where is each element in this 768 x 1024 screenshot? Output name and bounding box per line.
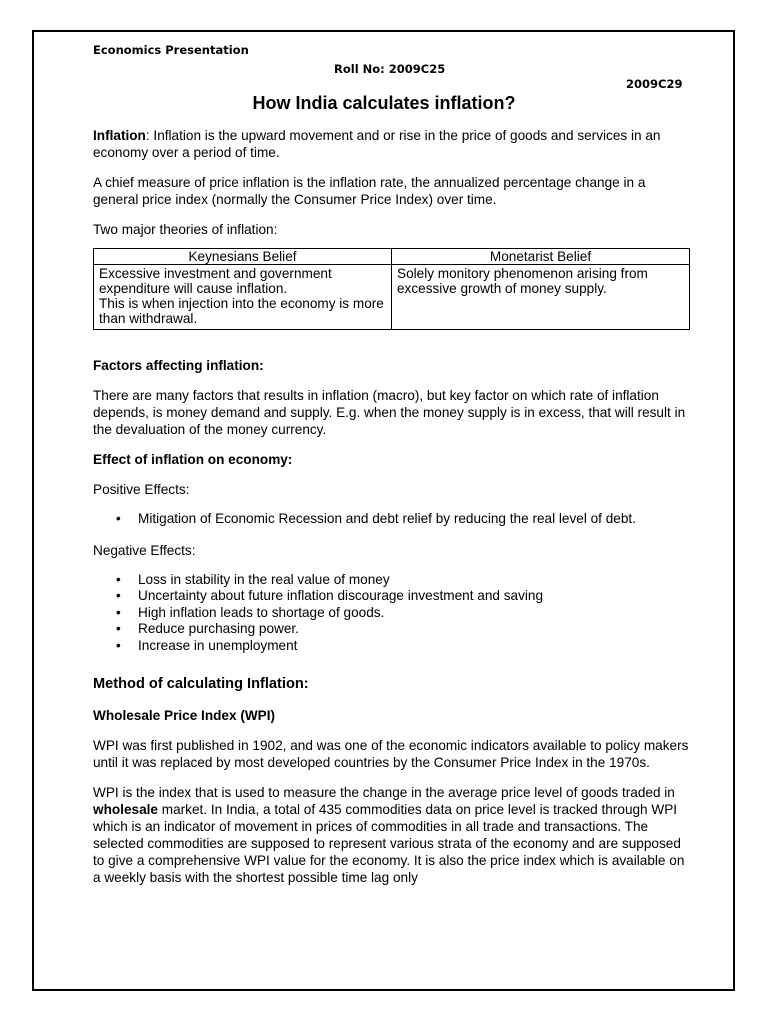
document-title: How India calculates inflation?	[252, 93, 516, 113]
second-roll-id: 2009C29	[626, 77, 683, 91]
method-heading: Method of calculating Inflation:	[93, 676, 309, 692]
negative-list	[93, 572, 693, 655]
list-item: • High inflation leads to shortage of goods.	[138, 605, 693, 622]
keynesians-line: This is when injection into the economy is more than withdrawal.	[99, 296, 384, 326]
monetarist-header: Monetarist Belief	[392, 249, 690, 265]
list-item: • Increase in unemployment	[138, 638, 693, 655]
monetarist-cell	[392, 265, 690, 330]
wpi-text-part: WPI is the index that is used to measure the change in the average price level of goods traded in	[93, 785, 675, 800]
factors-heading: Factors affecting inflation:	[93, 358, 264, 373]
wpi-heading: Wholesale Price Index (WPI)	[93, 708, 276, 723]
header-label: Economics Presentation	[93, 43, 249, 57]
wpi-text-part: market. In India, a total of 435 commodities data on price level is tracked through WPI which is an indicator of movement in prices of commodities in all trade and transactions. The selected commodities are supposed to represent various strata of the economy and are supposed to give a comprehensive WPI value for the economy. It is also the price index which is available on a weekly basis with the shortest possible time lag only	[93, 802, 685, 885]
inflation-term: Inflation	[93, 128, 146, 143]
list-item: • Uncertainty about future inflation discourage investment and saving	[138, 588, 693, 605]
definition-text: : Inflation is the upward movement and or rise in the price of goods and services in an economy over a period of time.	[93, 128, 661, 160]
list-item: • Mitigation of Economic Recession and debt relief by reducing the real level of debt.	[138, 511, 693, 528]
list-item: • Loss in stability in the real value of money	[138, 572, 693, 589]
keynesians-cell	[94, 265, 392, 330]
list-item: • Reduce purchasing power.	[138, 621, 693, 638]
effects-heading: Effect of inflation on economy:	[93, 452, 293, 467]
wpi-definition	[93, 784, 693, 886]
theories-table	[93, 248, 690, 330]
inflation-measure: A chief measure of price inflation is the inflation rate, the annualized percentage change in a general price index (normally the Consumer Price Index) over time.	[93, 175, 646, 207]
factors-text: There are many factors that results in inflation (macro), but key factor on which rate of inflation depends, is money demand and supply. E.g. when the money supply is in excess, that will result in the devaluation of the money currency.	[93, 388, 686, 437]
document-body	[93, 127, 693, 899]
roll-number: Roll No: 2009C25	[334, 62, 446, 76]
keynesians-line: Excessive investment and government expenditure will cause inflation.	[99, 266, 332, 296]
wpi-emphasis: wholesale	[93, 802, 158, 817]
positive-label: Positive Effects:	[93, 482, 190, 497]
positive-list	[93, 511, 693, 528]
theories-label: Two major theories of inflation:	[93, 222, 278, 237]
negative-label: Negative Effects:	[93, 542, 196, 558]
keynesians-header: Keynesians Belief	[94, 249, 392, 265]
inflation-definition	[93, 127, 693, 161]
monetarist-line: Solely monitory phenomenon arising from excessive growth of money supply.	[397, 266, 648, 296]
wpi-history: WPI was first published in 1902, and was one of the economic indicators available to policy makers until it was replaced by most developed countries by the Consumer Price Index in the 1970s.	[93, 738, 689, 770]
